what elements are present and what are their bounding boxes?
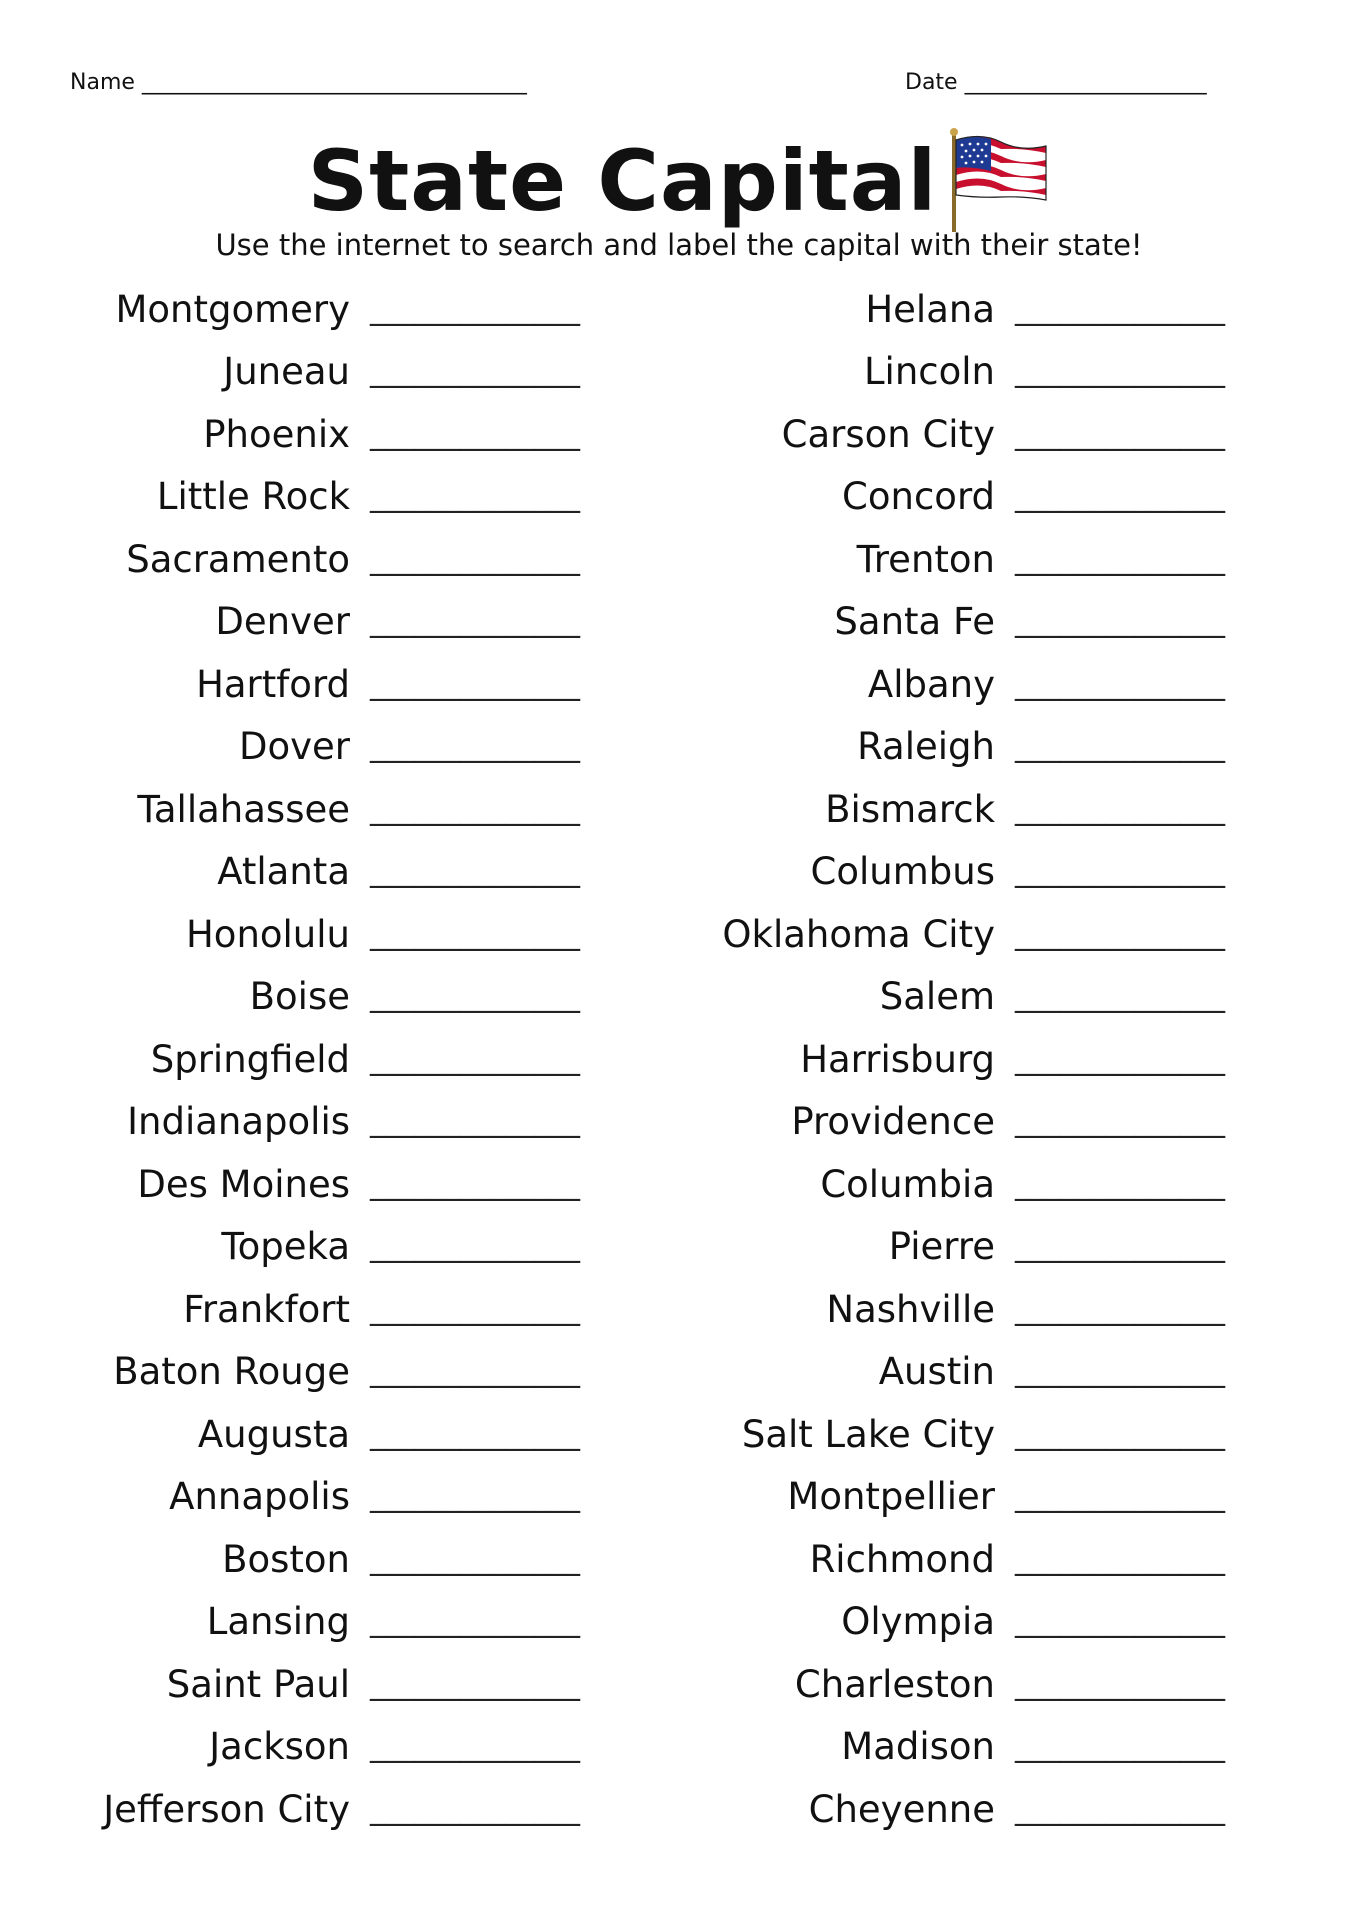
state-answer-blank[interactable]: ______________ <box>370 791 580 827</box>
state-answer-blank[interactable]: ______________ <box>370 1354 580 1390</box>
capital-row <box>60 653 580 716</box>
capital-name: Augusta <box>197 1412 350 1456</box>
state-answer-blank[interactable]: ______________ <box>1015 354 1225 390</box>
capital-row <box>705 466 1225 529</box>
capital-name: Juneau <box>223 350 350 394</box>
state-answer-blank[interactable]: ______________ <box>1015 729 1225 765</box>
capital-name: Boise <box>249 975 350 1019</box>
capital-name: Nashville <box>826 1287 995 1331</box>
capital-name: Atlanta <box>217 850 350 894</box>
state-answer-blank[interactable]: ______________ <box>370 1104 580 1140</box>
capital-row <box>60 1153 580 1216</box>
capital-row <box>705 528 1225 591</box>
state-answer-blank[interactable]: ______________ <box>370 1791 580 1827</box>
left-capital-column <box>60 278 580 1841</box>
capital-name: Trenton <box>856 537 995 581</box>
capital-name: Little Rock <box>156 475 350 519</box>
capital-row <box>705 1153 1225 1216</box>
state-answer-blank[interactable]: ______________ <box>370 729 580 765</box>
capital-name: Concord <box>842 475 995 519</box>
state-answer-blank[interactable]: ______________ <box>370 541 580 577</box>
capital-row <box>705 903 1225 966</box>
state-answer-blank[interactable]: ______________ <box>370 666 580 702</box>
page-title: State Capital <box>307 132 938 230</box>
capital-row <box>705 966 1225 1029</box>
state-answer-blank[interactable]: ______________ <box>1015 916 1225 952</box>
capital-name: Olympia <box>841 1600 995 1644</box>
capital-name: Sacramento <box>126 537 350 581</box>
capital-name: Helana <box>865 287 995 331</box>
capital-row <box>705 1216 1225 1279</box>
capital-name: Dover <box>239 725 350 769</box>
capital-row <box>60 1716 580 1779</box>
capital-name: Charleston <box>794 1662 995 1706</box>
title-block <box>0 126 1358 236</box>
capital-row <box>705 341 1225 404</box>
capital-name: Denver <box>215 600 350 644</box>
state-answer-blank[interactable]: ______________ <box>370 1229 580 1265</box>
state-answer-blank[interactable]: ______________ <box>1015 1291 1225 1327</box>
state-answer-blank[interactable]: ______________ <box>370 604 580 640</box>
state-answer-blank[interactable]: ______________ <box>370 354 580 390</box>
capital-row <box>60 1653 580 1716</box>
capital-name: Salem <box>879 975 995 1019</box>
capital-row <box>60 278 580 341</box>
capital-name: Montgomery <box>115 287 350 331</box>
capital-row <box>705 841 1225 904</box>
capital-name: Columbus <box>810 850 995 894</box>
capital-name: Des Moines <box>137 1162 350 1206</box>
state-answer-blank[interactable]: ______________ <box>1015 541 1225 577</box>
capital-row <box>60 778 580 841</box>
capital-name: Raleigh <box>857 725 995 769</box>
state-answer-blank[interactable]: ______________ <box>1015 1791 1225 1827</box>
capital-name: Saint Paul <box>166 1662 350 1706</box>
capital-name: Jefferson City <box>103 1787 350 1831</box>
state-answer-blank[interactable]: ______________ <box>1015 1604 1225 1640</box>
us-flag-icon <box>946 126 1050 236</box>
state-answer-blank[interactable]: ______________ <box>370 416 580 452</box>
state-answer-blank[interactable]: ______________ <box>1015 291 1225 327</box>
capital-row <box>705 716 1225 779</box>
capital-row <box>60 1091 580 1154</box>
state-answer-blank[interactable]: ______________ <box>370 854 580 890</box>
date-field[interactable]: Date ______________________ <box>905 70 1207 95</box>
state-answer-blank[interactable]: ______________ <box>370 1041 580 1077</box>
capital-row <box>705 1653 1225 1716</box>
capital-row <box>60 1278 580 1341</box>
state-answer-blank[interactable]: ______________ <box>1015 1666 1225 1702</box>
capital-name: Salt Lake City <box>741 1412 995 1456</box>
capital-name: Annapolis <box>169 1475 350 1519</box>
state-answer-blank[interactable]: ______________ <box>1015 416 1225 452</box>
right-capital-column <box>705 278 1225 1841</box>
capital-name: Honolulu <box>185 912 350 956</box>
state-answer-blank[interactable]: ______________ <box>370 1291 580 1327</box>
capital-row <box>705 1528 1225 1591</box>
capital-row <box>705 778 1225 841</box>
capital-row <box>705 591 1225 654</box>
state-answer-blank[interactable]: ______________ <box>1015 604 1225 640</box>
state-answer-blank[interactable]: ______________ <box>370 979 580 1015</box>
capital-name: Frankfort <box>183 1287 350 1331</box>
name-field[interactable]: Name ___________________________________ <box>70 70 527 95</box>
capital-row <box>60 1591 580 1654</box>
capital-name: Springfield <box>150 1037 350 1081</box>
capital-row <box>705 653 1225 716</box>
capital-name: Jackson <box>209 1725 350 1769</box>
capital-row <box>60 716 580 779</box>
capital-row <box>705 1466 1225 1529</box>
state-answer-blank[interactable]: ______________ <box>1015 1729 1225 1765</box>
capital-name: Austin <box>878 1350 995 1394</box>
capital-name: Providence <box>791 1100 995 1144</box>
state-answer-blank[interactable]: ______________ <box>1015 854 1225 890</box>
capital-row <box>60 1028 580 1091</box>
state-answer-blank[interactable]: ______________ <box>1015 666 1225 702</box>
state-answer-blank[interactable]: ______________ <box>370 1604 580 1640</box>
capital-row <box>705 278 1225 341</box>
capital-row <box>60 466 580 529</box>
capital-row <box>705 1278 1225 1341</box>
capital-row <box>60 1403 580 1466</box>
capital-name: Bismarck <box>825 787 995 831</box>
capital-row <box>60 1528 580 1591</box>
capital-name: Richmond <box>809 1537 995 1581</box>
capital-name: Santa Fe <box>834 600 995 644</box>
state-answer-blank[interactable]: ______________ <box>1015 1166 1225 1202</box>
state-answer-blank[interactable]: ______________ <box>1015 1416 1225 1452</box>
capital-name: Pierre <box>888 1225 995 1269</box>
capital-name: Madison <box>841 1725 995 1769</box>
capital-name: Lincoln <box>863 350 995 394</box>
capital-name: Phoenix <box>203 412 350 456</box>
capital-name: Columbia <box>820 1162 995 1206</box>
capital-row <box>60 341 580 404</box>
capital-row <box>705 1341 1225 1404</box>
capital-name: Topeka <box>221 1225 350 1269</box>
capital-row <box>60 591 580 654</box>
capital-name: Oklahoma City <box>722 912 995 956</box>
capital-row <box>705 1091 1225 1154</box>
capital-row <box>60 903 580 966</box>
capital-row <box>705 1028 1225 1091</box>
state-answer-blank[interactable]: ______________ <box>1015 979 1225 1015</box>
capital-row <box>705 1778 1225 1841</box>
state-answer-blank[interactable]: ______________ <box>370 1416 580 1452</box>
capital-name: Carson City <box>781 412 995 456</box>
capital-name: Boston <box>222 1537 350 1581</box>
state-answer-blank[interactable]: ______________ <box>1015 479 1225 515</box>
capital-name: Baton Rouge <box>113 1350 350 1394</box>
capital-row <box>60 1216 580 1279</box>
instructions: Use the internet to search and label the capital with their state! <box>215 228 1143 262</box>
state-answer-blank[interactable]: ______________ <box>1015 1041 1225 1077</box>
state-answer-blank[interactable]: ______________ <box>1015 1104 1225 1140</box>
capital-row <box>60 841 580 904</box>
state-answer-blank[interactable]: ______________ <box>370 1666 580 1702</box>
capital-row <box>60 1778 580 1841</box>
state-answer-blank[interactable]: ______________ <box>1015 1479 1225 1515</box>
capital-name: Cheyenne <box>808 1787 995 1831</box>
state-answer-blank[interactable]: ______________ <box>370 1479 580 1515</box>
state-answer-blank[interactable]: ______________ <box>1015 1541 1225 1577</box>
state-answer-blank[interactable]: ______________ <box>370 1541 580 1577</box>
capital-row <box>60 1341 580 1404</box>
state-answer-blank[interactable]: ______________ <box>1015 1229 1225 1265</box>
capital-row <box>60 403 580 466</box>
capital-row <box>60 528 580 591</box>
state-answer-blank[interactable]: ______________ <box>370 916 580 952</box>
capital-name: Harrisburg <box>800 1037 995 1081</box>
capital-row <box>705 1403 1225 1466</box>
capital-name: Hartford <box>196 662 350 706</box>
state-answer-blank[interactable]: ______________ <box>1015 1354 1225 1390</box>
state-answer-blank[interactable]: ______________ <box>370 1166 580 1202</box>
capital-row <box>60 966 580 1029</box>
state-answer-blank[interactable]: ______________ <box>370 1729 580 1765</box>
capital-name: Albany <box>867 662 995 706</box>
capital-row <box>705 403 1225 466</box>
state-answer-blank[interactable]: ______________ <box>370 479 580 515</box>
capital-name: Montpellier <box>787 1475 995 1519</box>
state-answer-blank[interactable]: ______________ <box>1015 791 1225 827</box>
capital-row <box>60 1466 580 1529</box>
capital-row <box>705 1716 1225 1779</box>
state-answer-blank[interactable]: ______________ <box>370 291 580 327</box>
capital-row <box>705 1591 1225 1654</box>
capital-name: Indianapolis <box>127 1100 350 1144</box>
capital-name: Tallahassee <box>137 787 350 831</box>
capital-name: Lansing <box>206 1600 350 1644</box>
